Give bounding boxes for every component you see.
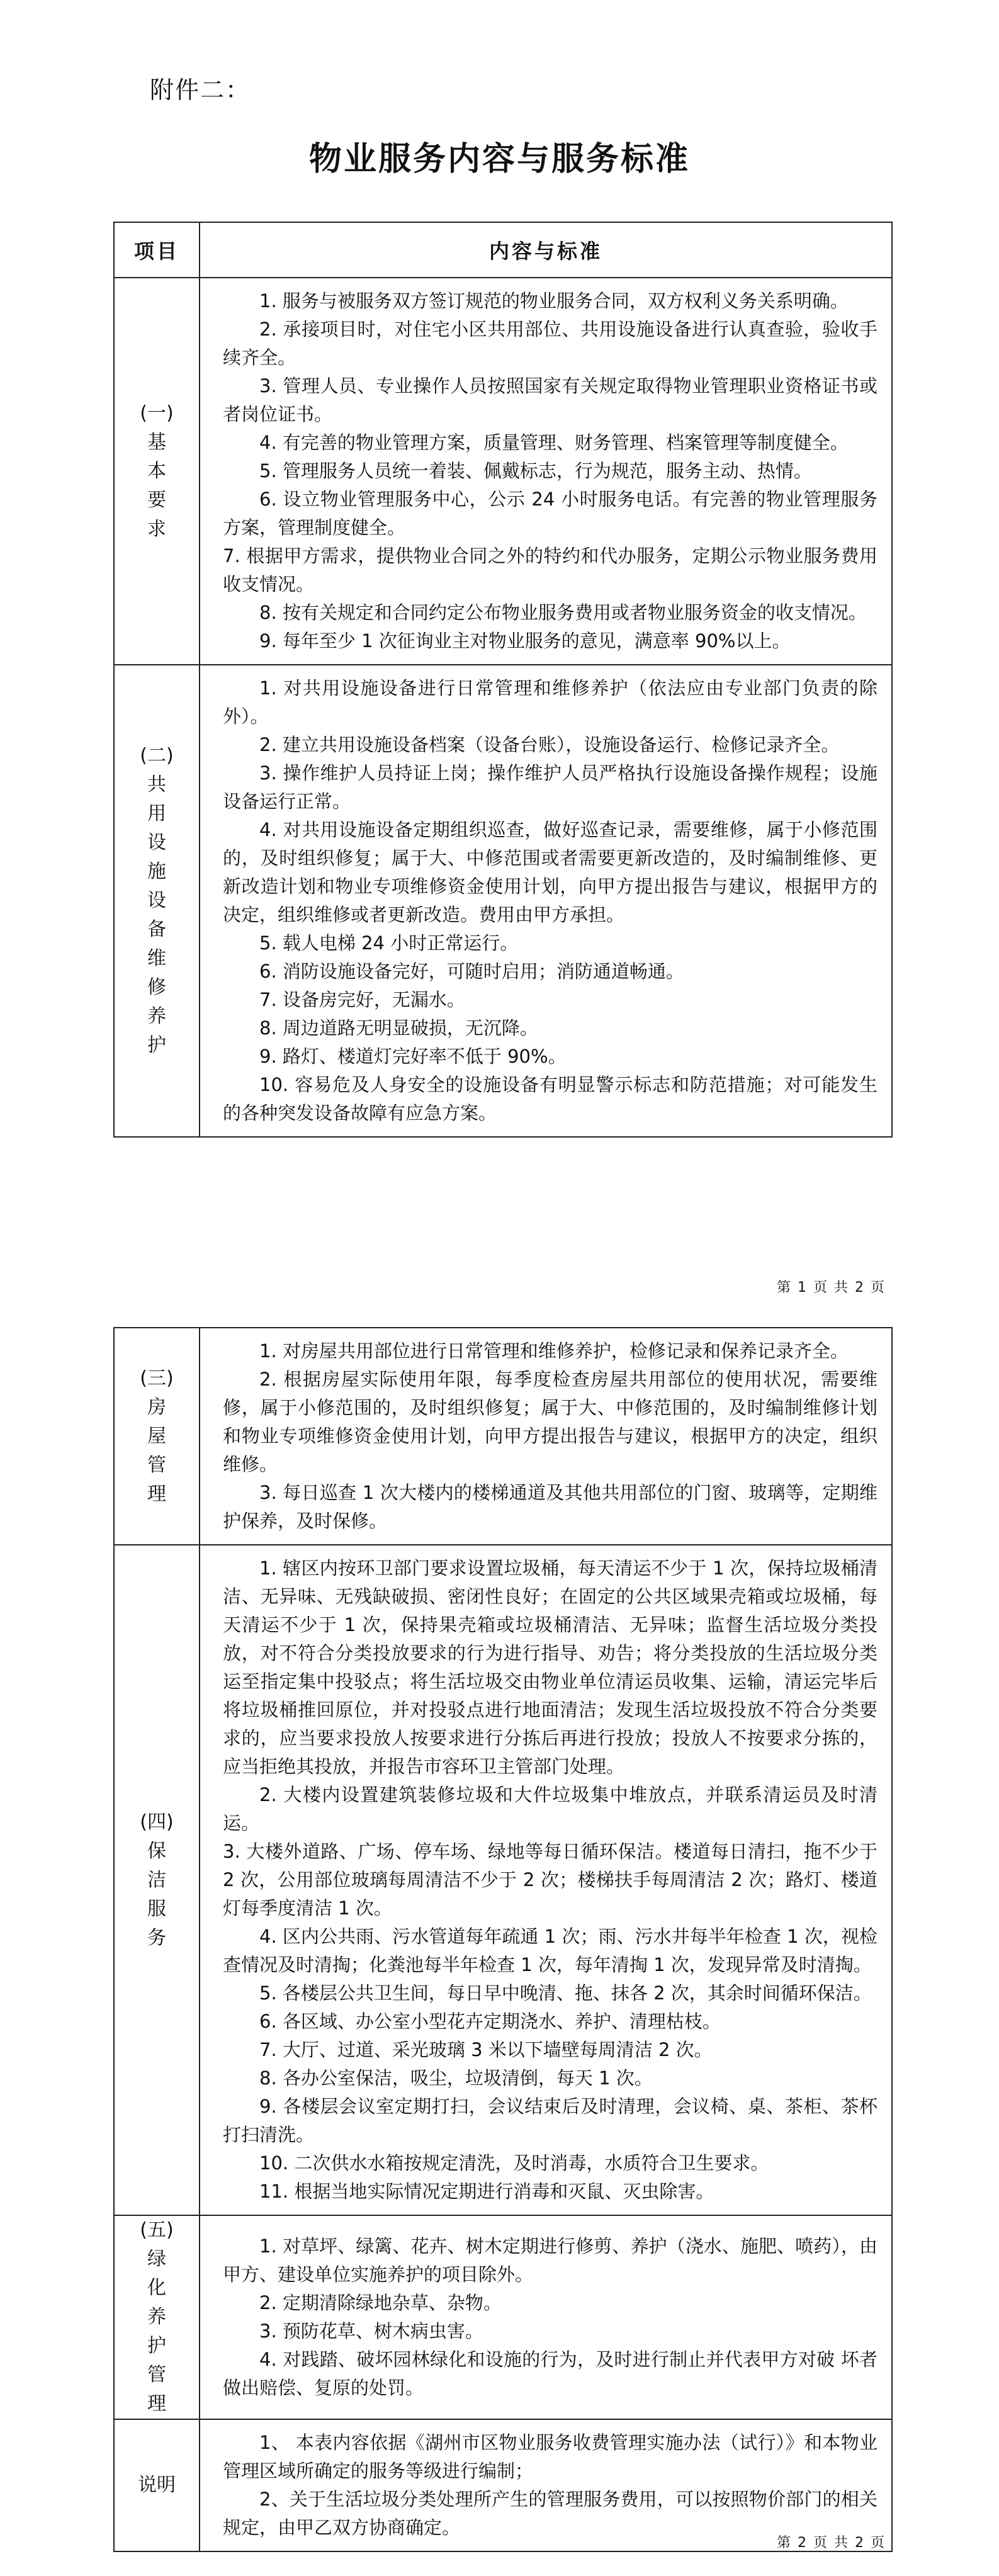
table-header-row bbox=[114, 222, 892, 278]
content-item: 2. 大楼内设置建筑装修垃圾和大件垃圾集中堆放点，并联系清运员及时清运。 bbox=[223, 1784, 878, 1834]
section-greening-maintenance bbox=[114, 2215, 892, 2419]
content-item: 3. 预防花草、树木病虫害。 bbox=[259, 2320, 483, 2342]
category-name: 说明 bbox=[138, 2474, 176, 2496]
content-item: 1. 辖区内按环卫部门要求设置垃圾桶，每天清运不少于 1 次，保持垃圾桶清洁、无异味、无残缺破损、密闭性良好；在固定的公共区域果壳箱或垃圾桶，每天清运不少于 1 次，保持果壳箱或垃圾桶清洁、无异味；监督生活垃圾分类投放，对不符合分类投放要求的行为进行指导、劝告；将分类投放的生活垃圾分类运至指定集中投驳点；将生活垃圾交由物业单位清运员收集、运输，清运完毕后将垃圾桶推回原位，并对投驳点进行地面清洁；发现生活垃圾投放不符合分类要求的，应当要求投放人按要求进行分拣后再进行投放；投放人不按要求分拣的，应当拒绝其投放，并报告市容环卫主管部门处理。 bbox=[223, 1557, 878, 1777]
section-facility-maintenance bbox=[114, 665, 892, 1137]
category-name: 基本要求 bbox=[147, 431, 166, 540]
content-item: 4. 对践踏、破坏园林绿化和设施的行为，及时进行制止并代表甲方对破 坏者做出赔偿、复原的处罚。 bbox=[223, 2349, 878, 2398]
content-item: 7. 设备房完好，无漏水。 bbox=[259, 989, 465, 1010]
category-name: 保洁服务 bbox=[147, 1839, 166, 1949]
document-title: 物业服务内容与服务标准 bbox=[308, 140, 690, 178]
category-cell bbox=[114, 2419, 200, 2551]
category-number: (二) bbox=[140, 745, 174, 767]
category-cell bbox=[114, 1545, 200, 2215]
content-item: 2. 建立共用设施设备档案（设备台账），设施设备运行、检修记录齐全。 bbox=[259, 734, 840, 755]
content-item: 10. 二次供水水箱按规定清洗，及时消毒，水质符合卫生要求。 bbox=[259, 2152, 769, 2174]
content-item: 8. 周边道路无明显破损，无沉降。 bbox=[259, 1017, 538, 1039]
content-item: 2. 根据房屋实际使用年限，每季度检查房屋共用部位的使用状况，需要维修，属于小修范围的，及时组织修复；属于大、中修范围的，及时编制维修计划和物业专项维修资金使用计划，向甲方提出报告与建议，根据甲方的决定，组织维修。 bbox=[223, 1369, 878, 1475]
content-item: 1. 对草坪、绿篱、花卉、树木定期进行修剪、养护（浇水、施肥、喷药），由甲方、建设单位实施养护的项目除外。 bbox=[223, 2235, 878, 2285]
content-item: 3. 每日巡查 1 次大楼内的楼梯通道及其他共用部位的门窗、玻璃等，定期维护保养，及时保修。 bbox=[223, 1482, 878, 1532]
category-name: 房屋管理 bbox=[147, 1396, 166, 1505]
category-number: (一) bbox=[140, 402, 174, 424]
content-cell bbox=[200, 1328, 892, 1545]
header-content: 内容与标准 bbox=[200, 222, 892, 278]
content-item: 6. 各区域、办公室小型花卉定期浇水、养护、清理枯枝。 bbox=[259, 2011, 721, 2032]
content-item: 8. 按有关规定和合同约定公布物业服务费用或者物业服务资金的收支情况。 bbox=[259, 602, 867, 623]
standards-table-page2 bbox=[113, 1327, 893, 2552]
page-number: 第 1 页 共 2 页 bbox=[777, 1280, 886, 1296]
content-item: 2. 承接项目时，对住宅小区共用部位、共用设施设备进行认真查验，验收手续齐全。 bbox=[223, 319, 878, 368]
content-item: 4. 有完善的物业管理方案，质量管理、财务管理、档案管理等制度健全。 bbox=[259, 432, 849, 453]
category-name: 共用设施设备维修养护 bbox=[147, 774, 166, 1056]
content-item: 1. 对共用设施设备进行日常管理和维修养护（依法应由专业部门负责的除外）。 bbox=[223, 677, 878, 727]
section-notes bbox=[114, 2419, 892, 2551]
content-item: 1. 对房屋共用部位进行日常管理和维修养护，检修记录和保养记录齐全。 bbox=[259, 1340, 849, 1362]
page-number: 第 2 页 共 2 页 bbox=[777, 2535, 886, 2551]
content-cell bbox=[200, 1545, 892, 2215]
standards-table-page1 bbox=[113, 222, 893, 1138]
content-item: 7. 根据甲方需求，提供物业合同之外的特约和代办服务，定期公示物业服务费用收支情况。 bbox=[223, 545, 878, 595]
section-cleaning-service bbox=[114, 1545, 892, 2215]
content-item: 9. 各楼层会议室定期打扫，会议结束后及时清理，会议椅、桌、茶柜、茶杯打扫清洗。 bbox=[223, 2096, 878, 2145]
category-number: (三) bbox=[140, 1367, 174, 1389]
content-item: 11. 根据当地实际情况定期进行消毒和灭鼠、灭虫除害。 bbox=[259, 2181, 714, 2202]
content-item: 2、关于生活垃圾分类处理所产生的管理服务费用，可以按照物价部门的相关规定，由甲乙双方协商确定。 bbox=[223, 2488, 878, 2538]
content-item: 2. 定期清除绿地杂草、杂物。 bbox=[259, 2292, 502, 2313]
content-item: 4. 对共用设施设备定期组织巡查，做好巡查记录，需要维修，属于小修范围的，及时组织修复；属于大、中修范围或者需要更新改造的，及时编制维修、更新改造计划和物业专项维修资金使用计划，向甲方提出报告与建议，根据甲方的决定，组织维修或者更新改造。费用由甲方承担。 bbox=[223, 819, 878, 925]
content-item: 1、 本表内容依据《湖州市区物业服务收费管理实施办法（试行）》和本物业管理区域所确定的服务等级进行编制； bbox=[223, 2432, 878, 2482]
section-building-management bbox=[114, 1328, 892, 1545]
content-cell bbox=[200, 2215, 892, 2419]
content-item: 8. 各办公室保洁，吸尘，垃圾清倒，每天 1 次。 bbox=[259, 2067, 653, 2089]
content-item: 3. 大楼外道路、广场、停车场、绿地等每日循环保洁。楼道每日清扫，拖不少于 2 次，公用部位玻璃每周清洁不少于 2 次；楼梯扶手每周清洁 2 次；路灯、楼道灯每季度清洁 1 次。 bbox=[223, 1841, 878, 1919]
content-item: 9. 每年至少 1 次征询业主对物业服务的意见，满意率 90%以上。 bbox=[259, 630, 791, 652]
content-item: 3. 操作维护人员持证上岗；操作维护人员严格执行设施设备操作规程；设施设备运行正常。 bbox=[223, 762, 878, 812]
header-item: 项目 bbox=[114, 222, 200, 278]
category-cell bbox=[114, 665, 200, 1137]
content-item: 5. 各楼层公共卫生间，每日早中晚清、拖、抹各 2 次，其余时间循环保洁。 bbox=[259, 1982, 872, 2004]
content-cell bbox=[200, 665, 892, 1137]
category-name: 绿化养护管理 bbox=[147, 2248, 166, 2415]
content-item: 9. 路灯、楼道灯完好率不低于 90%。 bbox=[259, 1046, 567, 1067]
content-item: 6. 设立物业管理服务中心，公示 24 小时服务电话。有完善的物业管理服务方案，管理制度健全。 bbox=[223, 489, 878, 538]
content-item: 5. 载人电梯 24 小时正常运行。 bbox=[259, 932, 519, 954]
content-item: 10. 容易危及人身安全的设施设备有明显警示标志和防范措施；对可能发生的各种突发设备故障有应急方案。 bbox=[223, 1074, 878, 1124]
content-item: 3. 管理人员、专业操作人员按照国家有关规定取得物业管理职业资格证书或者岗位证书。 bbox=[223, 375, 878, 425]
section-basic-requirements bbox=[114, 278, 892, 665]
content-item: 6. 消防设施设备完好，可随时启用；消防通道畅通。 bbox=[259, 961, 684, 982]
content-item: 7. 大厅、过道、采光玻璃 3 米以下墙壁每周清洁 2 次。 bbox=[259, 2039, 713, 2060]
category-cell bbox=[114, 2215, 200, 2419]
content-cell bbox=[200, 278, 892, 665]
category-cell bbox=[114, 1328, 200, 1545]
annex-label: 附件二： bbox=[150, 76, 251, 104]
category-number: (四) bbox=[140, 1811, 174, 1833]
category-number: (五) bbox=[140, 2219, 174, 2241]
content-item: 4. 区内公共雨、污水管道每年疏通 1 次；雨、污水井每半年检查 1 次，视检查情况及时清掏；化粪池每半年检查 1 次，每年清掏 1 次，发现异常及时清掏。 bbox=[223, 1926, 878, 1975]
content-item: 1. 服务与被服务双方签订规范的物业服务合同，双方权利义务关系明确。 bbox=[259, 290, 849, 312]
content-item: 5. 管理服务人员统一着装、佩戴标志，行为规范，服务主动、热情。 bbox=[259, 460, 812, 482]
category-cell bbox=[114, 278, 200, 665]
